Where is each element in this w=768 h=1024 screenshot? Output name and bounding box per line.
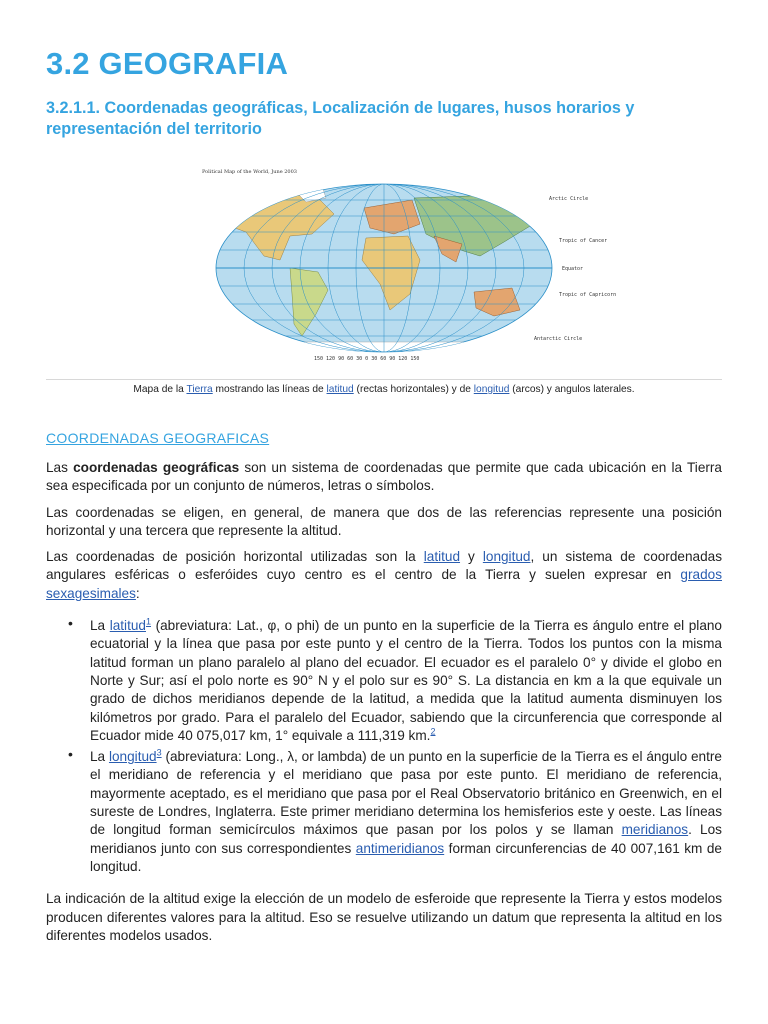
link-longitud-caption[interactable]: longitud bbox=[473, 384, 510, 395]
footnote-3[interactable]: 3 bbox=[156, 747, 162, 758]
link-latitud-caption[interactable]: latitud bbox=[326, 384, 354, 395]
paragraph-2: Las coordenadas se eligen, en general, de manera que dos de las referencias represente una posición horizontal y una tercera que represente la altitud. bbox=[46, 504, 722, 538]
footnote-2[interactable]: 2 bbox=[430, 726, 436, 737]
paragraph-3: Las coordenadas de posición horizontal utilizadas son la latitud y longitud, un sistema de coordenadas angulares esféricas o esferóides cuyo centro es el centro de la Tierra y suelen expresar en grados sexagesimales: bbox=[46, 549, 722, 601]
paragraph-1: Las coordenadas geográficas son un sistema de coordenadas que permite que cada ubicación en la Tierra sea especificada por un conjunto de números, letras o símbolos. bbox=[46, 460, 722, 494]
link-longitud-item[interactable]: longitud bbox=[108, 749, 157, 765]
world-map bbox=[194, 164, 617, 364]
list-item-longitud: • La longitud$^3$ (abreviatura: Long., λ, or lambda) de un punto en la superficie de la Tierra es el ángulo entre el meridiano de referencia y el meridiano que pasa por este punto. El meridiano de referencia, mayormente aceptado, es el meridiano que pasa por el Real Observatorio británico en Greenwich, en el sureste de Londres, Inglaterra. Este primer meridiano determina los hemisferios este y oeste. Las líneas de longitud forman semicírculos máximos que pasan por los polos y se llaman meridianos. Los meridianos junto con sus correspondientes antimeridianos forman circunferencias de 40 007,161 km de longitud. bbox=[68, 746, 722, 874]
link-grados-sexagesimales[interactable]: grados sexagesimales bbox=[46, 567, 722, 601]
caption-divider bbox=[46, 379, 722, 380]
section-heading: COORDENADAS GEOGRAFICAS bbox=[46, 430, 270, 446]
link-meridianos[interactable]: meridianos bbox=[621, 822, 689, 838]
footnote-1[interactable]: 1 bbox=[145, 616, 151, 627]
bullet-icon: • bbox=[68, 746, 73, 763]
page-subtitle: 3.2.1.1. Coordenadas geográficas, Localización de lugares, husos horarios y representación del territorio bbox=[46, 99, 635, 138]
map-label-equator: Equator bbox=[562, 266, 584, 272]
map-heading: Political Map of the World, June 2003 bbox=[202, 169, 297, 175]
link-antimeridianos[interactable]: antimeridianos bbox=[355, 840, 445, 856]
map-caption: Mapa de la Tierra mostrando las líneas de latitud (rectas horizontales) y de longitud (arcos) y angulos laterales. bbox=[133, 384, 635, 395]
map-scale: 150 120 90 60 30 0 30 60 90 120 150 bbox=[314, 356, 420, 362]
page-title: 3.2 GEOGRAFIA bbox=[46, 46, 289, 81]
coordinate-list bbox=[46, 617, 722, 876]
paragraph-4: La indicación de la altitud exige la elección de un modelo de esferoide que represente la Tierra y estos modelos producen diferentes valores para la altitud. Eso se resuelve utilizando un datum que representa la altitud en los diferentes modelos usados. bbox=[46, 891, 722, 943]
article-body bbox=[46, 459, 722, 953]
list-item-latitud: • La latitud$^1$ (abreviatura: Lat., φ, o phi) de un punto en la superficie de la Tierra es ángulo entre el plano ecuatorial y la línea que pasa por este punto y el centro de la Tierra. Todos los puntos con la misma latitud forman un plano paralelo al plano del ecuador. El ecuador es el paralelo 0° y divide el globo en Norte y Sur; así el polo norte es 90° N y el polo sur es 90° S. La distancia en km a la que equivale un grado de dichos meridianos depende de la latitud, a medida que la latitud aumenta disminuyen los kilómetros por grado. Para el paralelo del Ecuador, sabiendo que la circunferencia que corresponde al Ecuador mide 40 075,017 km, 1° equivale a 111,319 km.$^2$ bbox=[68, 615, 722, 743]
link-tierra[interactable]: Tierra bbox=[186, 384, 213, 395]
map-label-antarctic: Antarctic Circle bbox=[534, 336, 583, 342]
bullet-icon: • bbox=[68, 615, 73, 632]
map-label-tropic-capricorn: Tropic of Capricorn bbox=[559, 292, 617, 298]
link-latitud[interactable]: latitud bbox=[423, 549, 461, 565]
map-label-arctic: Arctic Circle bbox=[549, 196, 589, 202]
map-label-tropic-cancer: Tropic of Cancer bbox=[559, 238, 608, 244]
link-latitud-item[interactable]: latitud bbox=[109, 618, 146, 634]
link-longitud[interactable]: longitud bbox=[482, 549, 531, 565]
